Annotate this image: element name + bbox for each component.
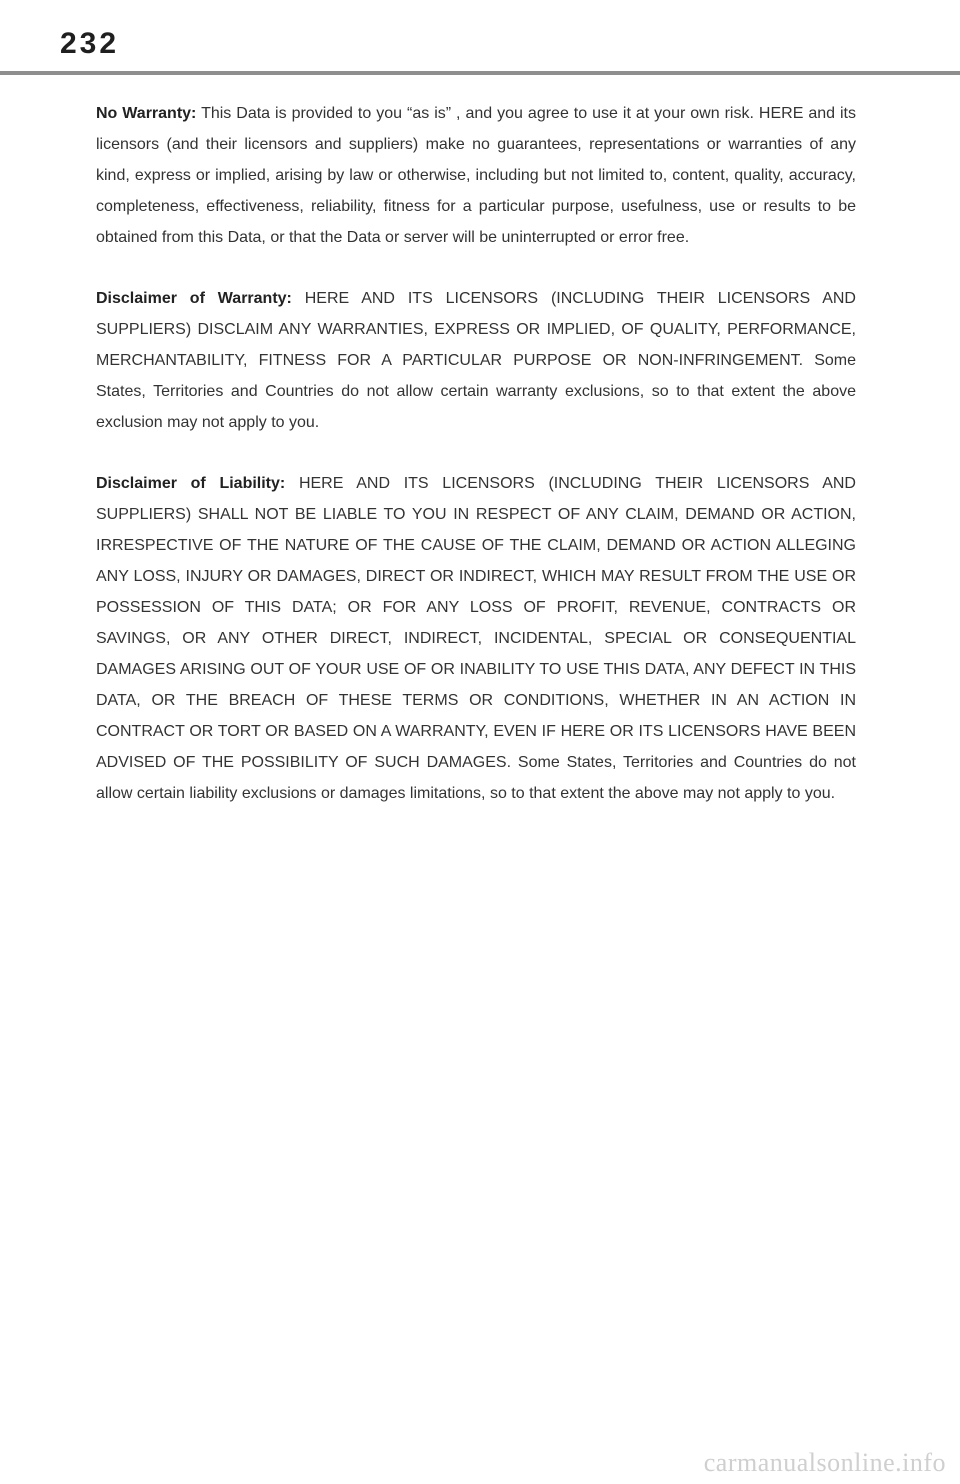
paragraph-heading: Disclaimer of Liability: xyxy=(96,475,286,492)
paragraph-disclaimer-of-warranty xyxy=(96,283,856,438)
header-divider xyxy=(0,71,960,75)
watermark-text: carmanualsonline.info xyxy=(703,1448,946,1477)
paragraph-no-warranty xyxy=(96,98,856,253)
paragraph-text: HERE AND ITS LICENSORS (INCLUDING THEIR LICENSORS AND SUPPLIERS) SHALL NOT BE LIABLE TO YOU IN RESPECT OF ANY CLAIM, DEMAND OR ACTION, IRRESPECTIVE OF THE NATURE OF THE CAUSE OF THE CLAIM, DEMAND OR ACTION ALLEGING ANY LOSS, INJURY OR DAMAGES, DIRECT OR INDIRECT, WHICH MAY RESULT FROM THE USE OR POSSESSION OF THIS DATA; OR FOR ANY LOSS OF PROFIT, REVENUE, CONTRACTS OR SAVINGS, OR ANY OTHER DIRECT, INDIRECT, INCIDENTAL, SPECIAL OR CONSEQUENTIAL DAMAGES ARISING OUT OF YOUR USE OF OR INABILITY TO USE THIS DATA, ANY DEFECT IN THIS DATA, OR THE BREACH OF THESE TERMS OR CONDITIONS, WHETHER IN AN ACTION IN CONTRACT OR TORT OR BASED ON A WARRANTY, EVEN IF HERE OR ITS LICENSORS HAVE BEEN ADVISED OF THE POSSIBILITY OF SUCH DAMAGES. Some States, Territories and Countries do not allow certain liability exclusions or damages limitations, so to that extent the above may not apply to you. xyxy=(96,475,856,802)
page-number: 232 xyxy=(60,27,120,60)
paragraph-text: This Data is provided to you “as is” , and you agree to use it at your own risk. HERE and its licensors (and their licensors and suppliers) make no guarantees, representations or warranties of any kind, express or implied, arising by law or otherwise, including but not limited to, content, quality, accuracy, completeness, effectiveness, reliability, fitness for a particular purpose, usefulness, use or results to be obtained from this Data, or that the Data or server will be uninterrupted or error free. xyxy=(96,105,857,246)
paragraph-text: HERE AND ITS LICENSORS (INCLUDING THEIR LICENSORS AND SUPPLIERS) DISCLAIM ANY WARRANTIES, EXPRESS OR IMPLIED, OF QUALITY, PERFORMANCE, MERCHANTABILITY, FITNESS FOR A PARTICULAR PURPOSE OR NON-INFRINGEMENT. Some States, Territories and Countries do not allow certain warranty exclusions, so to that extent the above exclusion may not apply to you. xyxy=(96,290,856,431)
paragraph-heading: Disclaimer of Warranty: xyxy=(96,290,292,307)
paragraph-disclaimer-of-liability xyxy=(96,468,856,809)
document-body xyxy=(96,98,856,839)
page-header xyxy=(0,0,960,76)
paragraph-heading: No Warranty: xyxy=(96,105,197,122)
